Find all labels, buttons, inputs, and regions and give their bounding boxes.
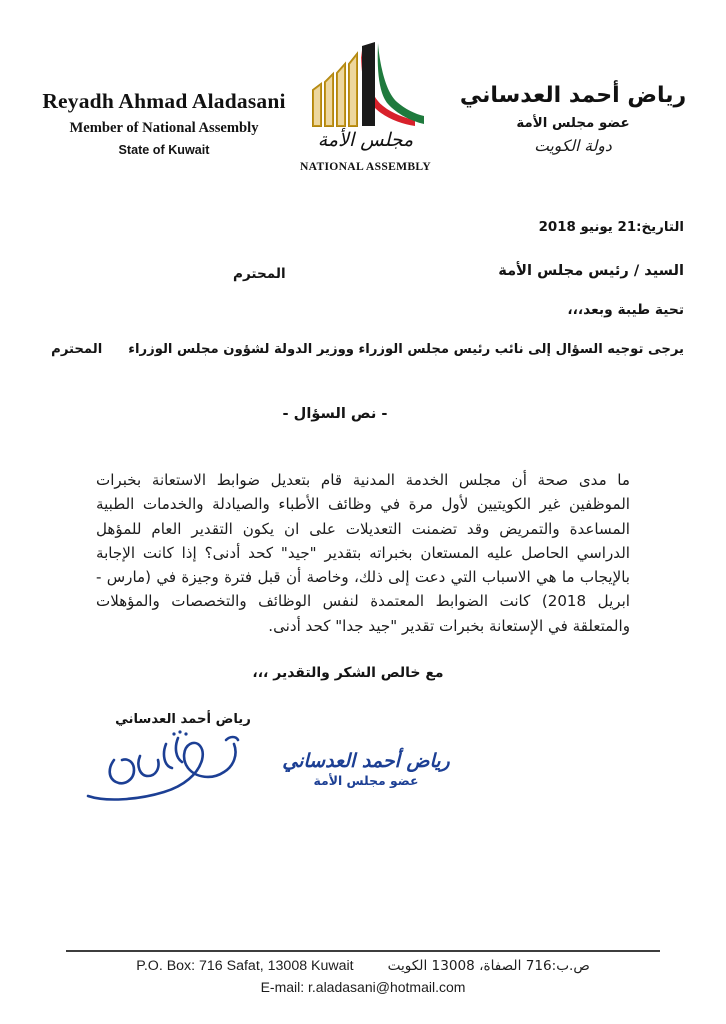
letterhead-arabic — [438, 82, 708, 156]
letter-body-paragraph: ما مدى صحة أن مجلس الخدمة المدنية قام بتعديل ضوابط الاستعانة بخبرات الموظفين غير الكويتيين لأول مرة في وظائف الأطباء والصيادلة والخدمات الطبية المساعدة والتمريض وقد تضمنت التعديلات على ان يكون التقدير العام للمؤهل الدراسي الحاصل عليه المستعان بخبراته بتقدير "جيد" كحد أدنى؟ إذا كانت الإجابة بالإيجاب ما هي الاسباب التي دعت إلى ذلك، وخاصة أن قبل فترة وجيزة في (مارس - ابريل 2018) كانت الضوابط المعتمدة لنفس الوظائف والتخصصات والمؤهلات والمتعلقة في الإستعانة بخبرات تقدير "جيد جدا" كحد أدنى. — [96, 471, 630, 635]
footer — [0, 958, 726, 995]
recipient-honorific: المحترم — [233, 266, 286, 282]
question-section-label: - نص السؤال - — [282, 405, 388, 422]
letterhead-arabic-state: دولة الكويت — [534, 137, 612, 156]
kuwait-national-assembly-emblem-icon — [305, 40, 425, 137]
signature-stamp — [266, 752, 466, 788]
greeting-line: تحية طيبة وبعد،،، — [567, 302, 684, 318]
letterhead-english-state: State of Kuwait — [118, 143, 210, 158]
footer-po-box-english: P.O. Box: 716 Safat, 13008 Kuwait — [136, 958, 354, 974]
emblem-english-label: NATIONAL ASSEMBLY — [299, 160, 432, 173]
signature-name: رياض أحمد العدساني — [115, 712, 251, 727]
routing-line — [44, 342, 684, 357]
letter-body — [96, 468, 630, 638]
letterhead-arabic-name: رياض أحمد العدساني — [459, 83, 687, 108]
letterhead-english-name: Reyadh Ahmad Aladasani — [42, 89, 286, 113]
stamp-name: رياض أحمد العدساني — [282, 750, 450, 772]
routing-honorific: المحترم — [51, 342, 103, 357]
letterhead-arabic-role: عضو مجلس الأمة — [516, 115, 630, 131]
footer-po-box-arabic: ص.ب:716 الصفاة، 13008 الكويت — [387, 958, 590, 974]
letterhead-english — [30, 88, 298, 158]
letterhead — [0, 38, 726, 188]
date-line: التاريخ:21 يونيو 2018 — [538, 220, 684, 235]
recipient-line: السيد / رئيس مجلس الأمة — [498, 262, 684, 279]
handwritten-signature-icon — [78, 726, 268, 811]
emblem-arabic-label: مجلس الأمة — [317, 129, 414, 151]
stamp-role: عضو مجلس الأمة — [313, 772, 419, 788]
footer-divider — [66, 950, 660, 952]
closing-line: مع خالص الشكر والتقدير ،،، — [252, 665, 444, 681]
routing-text: يرجى توجيه السؤال إلى نائب رئيس مجلس الوزراء ووزير الدولة لشؤون مجلس الوزراء — [128, 342, 684, 357]
footer-email: E-mail: r.aladasani@hotmail.com — [260, 979, 466, 995]
national-assembly-emblem — [293, 38, 438, 188]
footer-address-row — [0, 958, 726, 974]
letterhead-english-role: Member of National Assembly — [69, 119, 259, 136]
